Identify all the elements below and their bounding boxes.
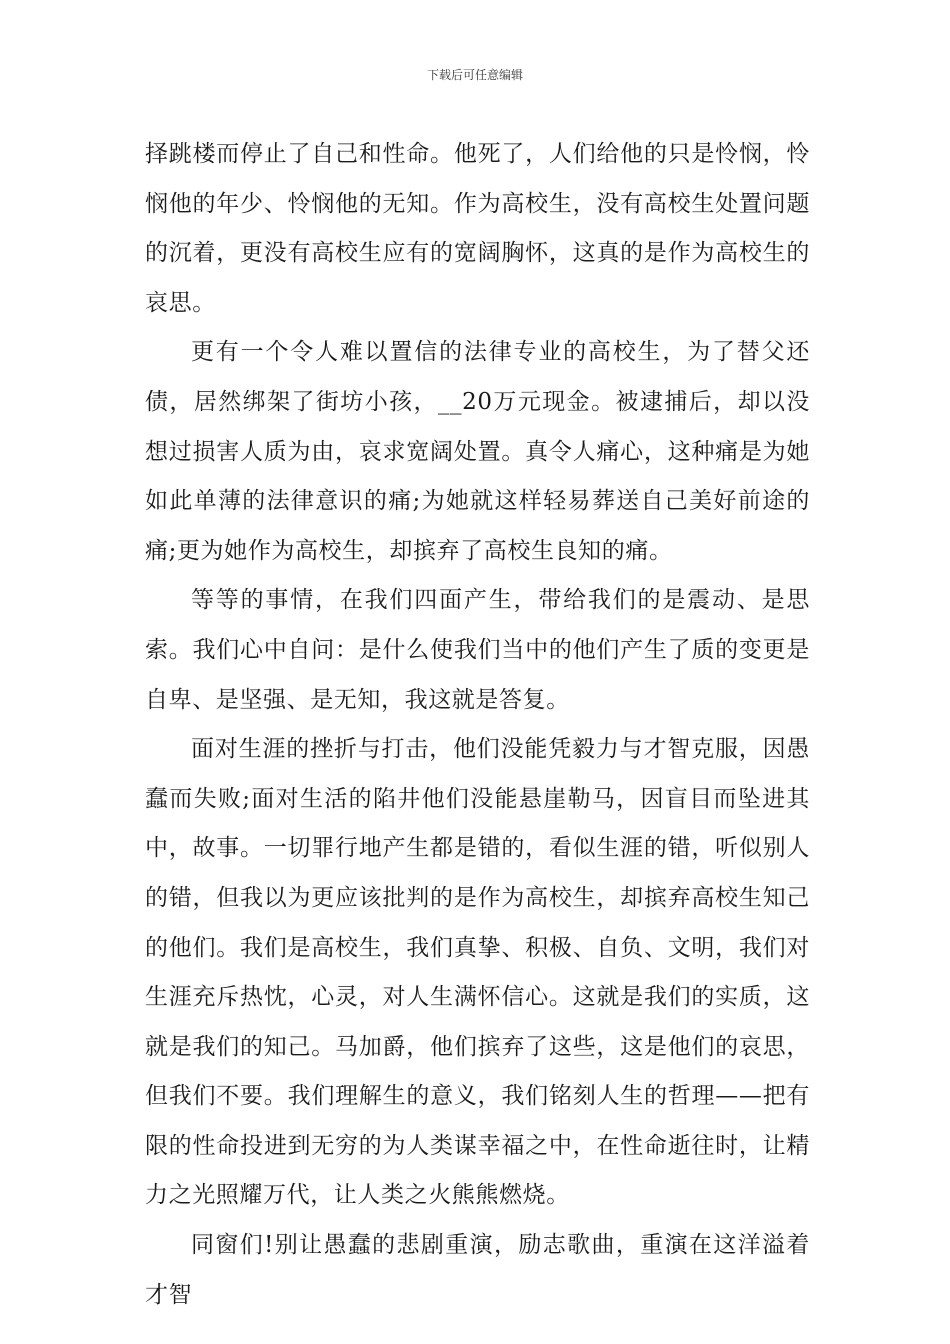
paragraph: 择跳楼而停止了自己和性命。他死了，人们给他的只是怜悯，怜悯他的年少、怜悯他的无知。作为高校生，没有高校生处置问题的沉着，更没有高校生应有的宽阔胸怀，这真的是作为高校生的哀思。 [145,141,810,316]
paragraph: 更有一个令人难以置信的法律专业的高校生，为了替父还债，居然绑架了街坊小孩，__20万元现金。被逮捕后，却以没想过损害人质为由，哀求宽阔处置。真令人痛心，这种痛是为她如此单薄的法律意识的痛;为她就这样轻易葬送自己美好前途的痛;更为她作为高校生，却摈弃了高校生良知的痛。 [145,339,810,564]
paragraph: 面对生涯的挫折与打击，他们没能凭毅力与才智克服，因愚蠢而失败;面对生活的陷井他们没能悬崖勒马，因盲目而坠进其中，故事。一切罪行地产生都是错的，看似生涯的错，听似别人的错，但我以为更应该批判的是作为高校生，却摈弃高校生知己的他们。我们是高校生，我们真挚、积极、自负、文明，我们对生涯充斥热忱，心灵，对人生满怀信心。这就是我们的实质，这就是我们的知己。马加爵，他们摈弃了这些，这是他们的哀思，但我们不要。我们理解生的意义，我们铭刻人生的哲理——把有限的性命投进到无穷的为人类谋幸福之中，在性命逝往时，让精力之光照耀万代，让人类之火熊熊燃烧。 [145,736,810,1209]
page-header: 下载后可任意编辑 [426,68,523,82]
paragraph: 同窗们!别让愚蠢的悲剧重演，励志歌曲，重演在这洋溢着才智 [145,1232,810,1308]
document-body [145,130,810,1320]
paragraph: 等等的事情，在我们四面产生，带给我们的是震动、是思索。我们心中自问：是什么使我们当中的他们产生了质的变更是自卑、是坚强、是无知，我这就是答复。 [145,587,810,713]
